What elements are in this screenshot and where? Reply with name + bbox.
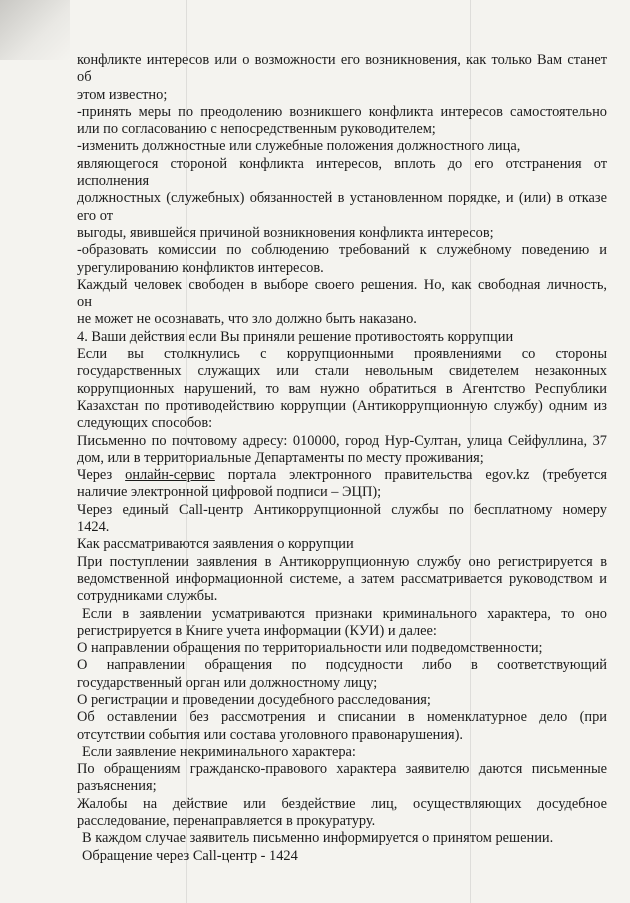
text-line: Обращение через Call-центр - 1424 bbox=[82, 847, 298, 864]
document-page bbox=[77, 52, 607, 865]
text-line: сотрудниками службы. bbox=[77, 588, 218, 605]
text-line: -изменить должностные или служебные положения должностного лица, bbox=[77, 138, 521, 155]
text-line: В каждом случае заявитель письменно информируется о принятом решении. bbox=[82, 830, 554, 847]
text-line: конфликте интересов или о возможности его возникновения, как только Вам станет bbox=[77, 52, 607, 68]
text-line: ведомственной информационной системе, а затем рассматривается руководством и bbox=[77, 570, 607, 587]
section-heading: Как рассматриваются заявления о коррупции bbox=[77, 536, 354, 553]
scan-corner-shadow bbox=[0, 0, 70, 60]
text-line: Об оставлении без рассмотрения и списании в номенклатурное дело (при bbox=[77, 709, 607, 726]
text-line: О направлении обращения по подсудности либо в соответствующий bbox=[77, 657, 607, 674]
text-line: Через единый Call-центр Антикоррупционной службы по бесплатному номеру bbox=[77, 501, 607, 518]
text-line: регистрируется в Книге учета информации (КУИ) и далее: bbox=[77, 622, 437, 639]
text-line: урегулированию конфликтов интересов. bbox=[77, 259, 324, 276]
text-line: государственный орган или должностному лицу; bbox=[77, 674, 378, 691]
text-line: Если вы столкнулись с коррупционными проявлениями со стороны bbox=[77, 346, 607, 363]
text-line: являющегося стороной конфликта интересов, вплоть до его отстранения от bbox=[77, 155, 607, 172]
text-line: государственных служащих или стали невольным свидетелем незаконных bbox=[77, 363, 607, 380]
text-line: О регистрации и проведении досудебного расследования; bbox=[77, 691, 431, 708]
text-line: об bbox=[77, 69, 92, 86]
egov-line bbox=[77, 467, 607, 484]
text-line: не может не осознавать, что зло должно быть наказано. bbox=[77, 311, 417, 328]
section-heading: 4. Ваши действия если Вы приняли решение противостоять коррупции bbox=[77, 328, 514, 345]
text-line: Казахстан по противодействию коррупции (Антикоррупционную службу) одним из bbox=[77, 397, 607, 414]
text-line: расследование, перенаправляется в прокуратуру. bbox=[77, 813, 376, 830]
text-line: исполнения bbox=[77, 173, 150, 190]
text-line: следующих способов: bbox=[77, 415, 213, 432]
text-line: дом, или в территориальные Департаменты по месту проживания; bbox=[77, 449, 484, 466]
text-line: наличие электронной цифровой подписи – ЭЦП); bbox=[77, 484, 382, 501]
text-line: При поступлении заявления в Антикоррупционную службу оно регистрируется в bbox=[77, 553, 607, 570]
text-line: коррупционных нарушений, то вам нужно обратиться в Агентство Республики bbox=[77, 380, 607, 397]
text-line: Каждый человек свободен в выборе своего решения. Но, как свободная личность, bbox=[77, 276, 607, 293]
text-line: или по согласованию с непосредственным руководителем; bbox=[77, 121, 436, 138]
text-line: отсутствии события или состава уголовного правонарушения). bbox=[77, 726, 464, 743]
text-line: он bbox=[77, 294, 92, 311]
text-line: -образовать комиссии по соблюдению требований к служебному поведению и bbox=[77, 242, 607, 259]
text-line: выгоды, явившейся причиной возникновения конфликта интересов; bbox=[77, 224, 494, 241]
text-line: Если заявление некриминального характера: bbox=[82, 743, 356, 760]
online-service-link[interactable]: онлайн-сервис bbox=[125, 467, 215, 484]
text-line: По обращениям гражданско-правового характера заявителю даются письменные bbox=[77, 761, 607, 778]
text-line: -принять меры по преодолению возникшего конфликта интересов самостоятельно bbox=[77, 103, 607, 120]
text-line: его от bbox=[77, 207, 114, 224]
egov-rest: портала электронного правительства egov.kz (требуется bbox=[227, 467, 607, 484]
text-line: этом известно; bbox=[77, 86, 168, 103]
text-line: Жалобы на действие или бездействие лиц, осуществляющих досудебное bbox=[77, 795, 607, 812]
text-line: разъяснения; bbox=[77, 778, 157, 795]
text-line: Если в заявлении усматриваются признаки криминального характера, то оно bbox=[82, 605, 607, 622]
text-line: Письменно по почтовому адресу: 010000, город Нур-Султан, улица Сейфуллина, 37 bbox=[77, 432, 607, 449]
egov-prefix: Через bbox=[77, 467, 113, 484]
text-line: О направлении обращения по территориальности или подведомственности; bbox=[77, 640, 543, 657]
text-line: 1424. bbox=[77, 519, 110, 536]
text-line: должностных (служебных) обязанностей в установленном порядке, и (или) в отказе bbox=[77, 190, 607, 207]
